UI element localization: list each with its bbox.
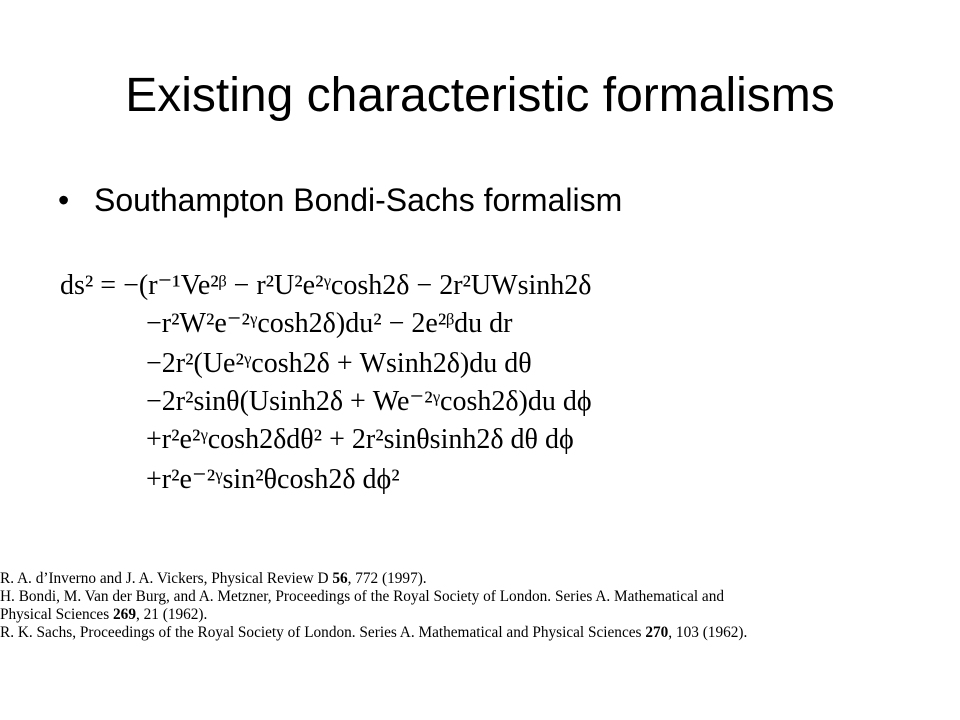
equation-line-1: ds² = −(r⁻¹Ve²ᵝ − r²U²e²ᵞcosh2δ − 2r²UWsinh2δ bbox=[60, 270, 592, 301]
bullet-dot: • bbox=[58, 182, 70, 218]
equation-line-2: −r²W²e⁻²ᵞcosh2δ)du² − 2e²ᵝdu dr bbox=[146, 308, 513, 339]
equation-line-5: +r²e²ᵞcosh2δdθ² + 2r²sinθsinh2δ dθ dϕ bbox=[146, 424, 574, 455]
bullet-text: Southampton Bondi-Sachs formalism bbox=[94, 182, 623, 218]
reference-3: R. K. Sachs, Proceedings of the Royal Society of London. Series A. Mathematical and Physical Sciences 270, 103 (1962). bbox=[0, 624, 748, 641]
equation-line-6: +r²e⁻²ᵞsin²θcosh2δ dϕ² bbox=[146, 464, 400, 495]
reference-2: H. Bondi, M. Van der Burg, and A. Metzner, Proceedings of the Royal Society of London. Series A. Mathematical and Physical Sciences 269, 21 (1962). bbox=[0, 588, 725, 623]
equation-line-3: −2r²(Ue²ᵞcosh2δ + Wsinh2δ)du dθ bbox=[146, 348, 532, 379]
bullet-item bbox=[58, 172, 622, 228]
slide-title: Existing characteristic formalisms bbox=[125, 69, 835, 122]
equation-line-4: −2r²sinθ(Usinh2δ + We⁻²ᵞcosh2δ)du dϕ bbox=[146, 386, 592, 417]
references bbox=[0, 570, 960, 642]
reference-1: R. A. d’Inverno and J. A. Vickers, Physical Review D 56, 772 (1997). bbox=[0, 570, 427, 587]
metric-equation bbox=[60, 268, 840, 528]
